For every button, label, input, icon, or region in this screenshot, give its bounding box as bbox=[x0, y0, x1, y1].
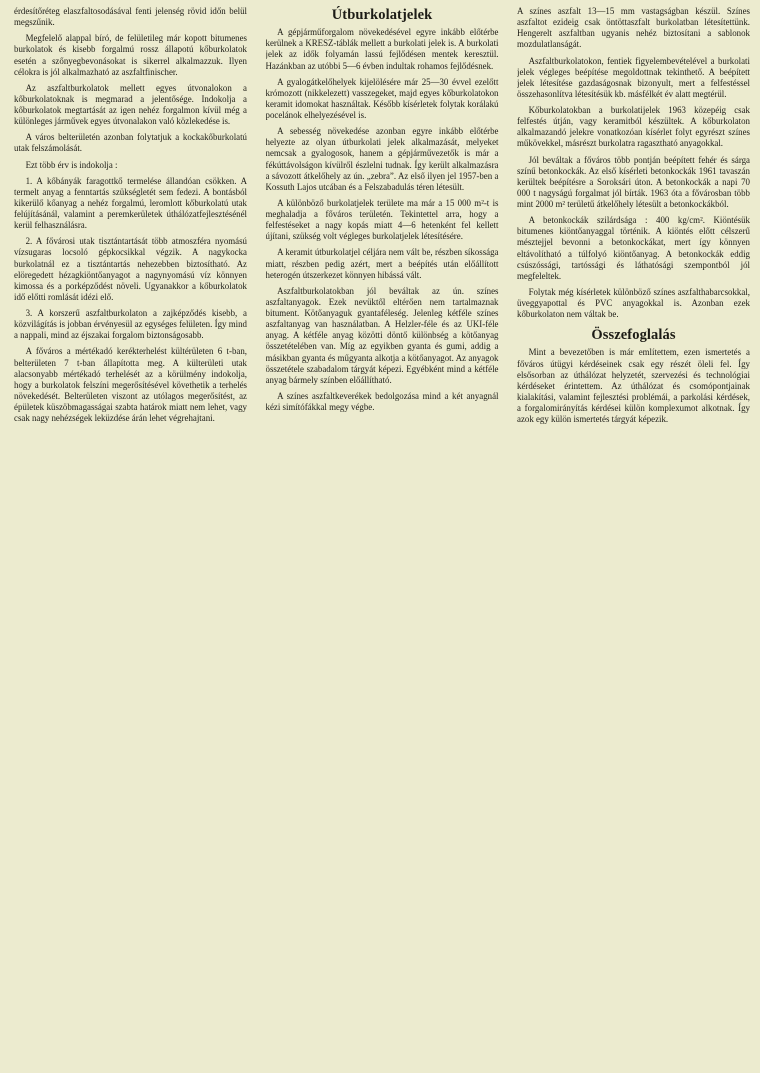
paragraph: Megfelelő alappal bíró, de felületileg már kopott bitumenes burkolatok és kisebb forgalmú rossz állapotú kőburkolatok esetén a szőnyegbevonásokat is sikerrel alkalmazzuk. Ilyen célokra is jól alkalmazható az aszfaltfinischer. bbox=[14, 33, 247, 77]
paragraph: Mint a bevezetőben is már említettem, ezen ismertetés a főváros útügyi kérdéseinek csak egy részét öleli fel. Így elsősorban az úthálózat helyzetét, szervezési és technológiai kérdéseket érintettem. Az úthálózat és csomópontjainak kialakítási, valamint fejlesztési problémái, a parkolási kérdések, a forgalomirányítás kérdései külön komplexumot alkotnak. Így azok egy külön ismertetés tárgyát képezik. bbox=[517, 347, 750, 425]
paragraph: A gépjárműforgalom növekedésével egyre inkább előtérbe kerülnek a KRESZ-táblák mellett a burkolati jelek is. A burkolati jelek az idők folyamán lassú fejlődésen mentek keresztül. Hazánkban az utóbbi 5—6 évben indultak rohamos fejlődésnek. bbox=[265, 27, 499, 71]
paragraph: A gyalogátkelőhelyek kijelölésére már 25—30 évvel ezelőtt krómozott (nikkelezett) vasszegeket, majd egyes kőburkolatokon keramit idomokat használtak. Később kísérletek folytak korálakú pocelánok elhelyezésével is. bbox=[265, 76, 499, 120]
paragraph: A színes aszfaltkeverékek bedolgozása mind a két anyagnál kézi simítófákkal megy végbe. bbox=[265, 390, 499, 412]
paragraph: érdesítőréteg elaszfaltosodásával fenti jelenség rövid időn belül megszűnik. bbox=[14, 6, 247, 28]
paragraph: A színes aszfalt 13—15 mm vastagságban készül. Színes aszfaltot ezideig csak öntöttaszfalt burkolatban létesítettünk. Hengerelt aszfaltban ugyanis nehéz biztosítani a sablonok mozdulatlanságát. bbox=[517, 6, 750, 50]
paragraph: Folytak még kísérletek különböző színes aszfalthabarcsokkal, üveggyapottal és PVC anyagokkal is. Azonban ezek kőburkolaton nem váltak be. bbox=[517, 286, 750, 320]
paragraph: 1. A kőbányák faragottkő termelése állandóan csökken. A termelt anyag a fenntartás szükségletét sem fedezi. A bontásból kikerülő kőanyag a nehéz forgalmú, leromlott kőburkolatú utak felújításánál, valamint a peremkerületek úthálózatfejlesztésénél kerül felhasználásra. bbox=[14, 175, 247, 231]
column-middle bbox=[266, 6, 499, 1065]
paragraph: Az aszfaltburkolatok mellett egyes útvonalokon a kőburkolatoknak is megmarad a jelentősége. Indokolja a kőburkolatok megtartását az igen nehéz forgalmon kívül még a különleges járművek egyes útvonalakon való közlekedése is. bbox=[14, 82, 247, 127]
paragraph: Aszfaltburkolatokon, fentiek figyelembevételével a burkolati jelek végleges beépítése megoldottnak tekinthető. A beépített jelek létesítése gazdaságosnak bizonyult, mert a felfestéssel összehasonlítva létesítésük kb. másfélkét év alatt megtérül. bbox=[517, 55, 750, 99]
paragraph: Jól beváltak a főváros több pontján beépített fehér és sárga színű betonkockák. Az első kísérleti betonkockák 1961 tavaszán kerültek beépítésre a Soroksári úton. A betonkockák a napi 70 000 t nagyságú forgalmat jól bírták. 1963 óta a fővárosban több mint 2000 m² területű átkelőhely létesült a betonkockákból. bbox=[517, 154, 750, 209]
paragraph: 2. A fővárosi utak tisztántartását több atmoszféra nyomású vízsugaras locsoló gépkocsikkal végzik. A nagykocka burkolatnál ez a tisztántartás nehezebben biztosítható. Az elöregedett hézagkiöntőanyagot a nagynyomású víz könnyen kimossa és a porképződést növeli. Ugyanakkor a kőburkolatok idő előtti romlását idézi elő. bbox=[14, 236, 247, 302]
paragraph: A város belterületén azonban folytatjuk a kockakőburkolatú utak felszámolását. bbox=[14, 132, 247, 154]
paragraph: A sebesség növekedése azonban egyre inkább előtérbe helyezte az olyan útburkolati jelek alkalmazását, melyeket nemcsak a gyalogosok, hanem a gépjárművezetők is már a fékúttávolságon kívülről észlelni tudnak. Így került alkalmazásra a sávozott átkelőhely az ún. „zebra”. Az első ilyen jel 1957-ben a Kossuth Lajos utcában és a Felszabadulás téren létesült. bbox=[265, 126, 499, 192]
paragraph: 3. A korszerű aszfaltburkolaton a zajképződés kisebb, a közvilágítás is jobban érvényesül az egységes felületen. Így mind a nappali, mind az éjszakai forgalom biztonságosabb. bbox=[14, 308, 247, 341]
section-heading: Összefoglalás bbox=[591, 327, 676, 344]
paragraph: Aszfaltburkolatokban jól beváltak az ún. színes aszfaltanyagok. Ezek nevüktől eltérően nem tartalmaznak bitument. Kötőanyaguk gyantaféleség. Jelenleg kétféle színes aszfaltanyag van használatban. A Helzler-féle és az UKI-féle anyag. A kétféle anyag közötti döntő különbség a kötőanyag összetételében van. Míg az egyikben gyanta és gumi, addig a másikban gyanta és műgyanta alkotja a kötőanyagot. Az anyagok összetétele szabadalom tárgyát képezi. Egyébként mind a kétféle anyag bármely színben előállítható. bbox=[265, 285, 499, 385]
paragraph: A keramit útburkolatjel céljára nem vált be, részben síkossága miatt, részben pedig azért, mert a beépítés után előállított heterogén útszerkezet könnyen hibássá vált. bbox=[265, 247, 499, 280]
paragraph: Ezt több érv is indokolja : bbox=[25, 159, 118, 170]
column-left bbox=[14, 6, 247, 1065]
paragraph: Kőburkolatokban a burkolatijelek 1963 közepéig csak felfestés útján, vagy keramitból készültek. A kőburkolaton alkalmazandó jelekre vonatkozóan kísérlet folyt egyrészt színes műkövekkel, másrészt burkolatra ragasztható anyagokkal. bbox=[517, 105, 750, 149]
section-heading: Útburkolatjelek bbox=[331, 7, 433, 23]
paragraph: A főváros a mértékadó kerékterhelést kültérületen 6 t-ban, belterületen 7 t-ban állapította meg. A külterületi utak alacsonyabb mértékadó terhelését az a körülmény indokolja, hogy a burkolatok felszíni megerősítésével követhetik a terhelés növekedését. Belterületen viszont az utólagos megerősítést, az épületek küszöbmagasságai szabta határok miatt nem lehet, vagy csak nagy nehézségek leküzdése árán lehet végrehajtani. bbox=[14, 346, 247, 424]
paragraph: A különböző burkolatjelek területe ma már a 15 000 m²-t is meghaladja a főváros területén. Tekintettel arra, hogy a felfestéseket a nagy kopás miatt 4—6 hetenként fel kellett újítani, szükség volt végleges burkolatjelek létesítésére. bbox=[265, 197, 499, 242]
paragraph: A betonkockák szilárdsága : 400 kg/cm². Kiöntésük bitumenes kiöntőanyaggal történik. A kiöntés előtt célszerű mésztejjel bevonni a betonkockákat, mert így könnyen eltávolítható a túlfolyó kiöntőanyag. A betonkockák eddig csúszóssági, tartóssági és láthatósági szempontból jól megfeleltek. bbox=[517, 215, 750, 281]
column-right bbox=[517, 6, 750, 1065]
